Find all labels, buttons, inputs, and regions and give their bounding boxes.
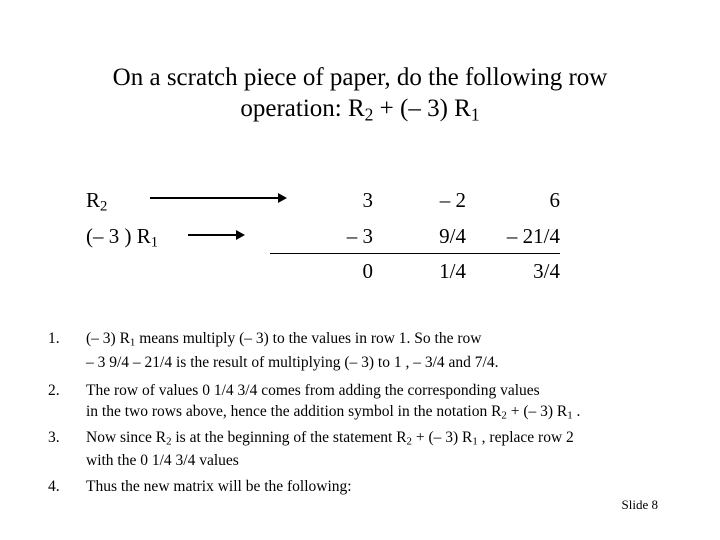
title-text: operation: R [240, 95, 365, 122]
step-line [86, 452, 239, 470]
title-sub: 2 [364, 104, 374, 125]
cell: 0 [362, 259, 373, 283]
step-text: The row of values 0 1/4 3/4 comes from adding the corresponding values [86, 382, 540, 399]
step-number: 1. [48, 330, 60, 347]
step-text: (– 3) R [86, 330, 130, 347]
title-text: + (– 3) R [373, 95, 471, 122]
step-sub: 1 [129, 336, 136, 349]
step-number: 3. [48, 429, 60, 446]
slide-number: Slide 8 [621, 497, 658, 512]
cell: 3 [362, 188, 373, 212]
step-text: + (– 3) R [506, 403, 568, 420]
cell: 9/4 [439, 224, 466, 248]
row-label-sub: 1 [150, 234, 159, 251]
cell: 6 [549, 188, 560, 212]
title-line-1: On a scratch piece of paper, do the following row [112, 64, 608, 91]
cell: 3/4 [533, 259, 560, 283]
row-label-text: (– 3 ) R [86, 224, 151, 248]
step-text: . [572, 403, 581, 420]
step-sub: 2 [166, 435, 172, 448]
step-text: is at the beginning of the statement R [171, 429, 407, 446]
step-sub: 2 [406, 435, 412, 448]
cell: – 21/4 [506, 224, 560, 248]
cell: 1/4 [439, 259, 466, 283]
slide-title [0, 62, 720, 124]
step-sub: 1 [567, 409, 573, 422]
cell: – 2 [439, 188, 466, 212]
row-label-text: R [86, 188, 101, 212]
row-label-r2 [86, 188, 107, 213]
sum-rule [270, 253, 560, 254]
arrow-icon [188, 234, 243, 236]
row-label-neg3r1 [86, 224, 158, 249]
step-text: + (– 3) R [411, 429, 473, 446]
step-sub: 1 [472, 435, 478, 448]
step-number: 4. [48, 478, 60, 495]
step-line [86, 403, 580, 421]
step-sub: 2 [501, 409, 507, 422]
step-text: with the 0 1/4 3/4 values [86, 452, 239, 469]
step-text: , replace row 2 [477, 429, 574, 446]
step-text: – 3 9/4 – 21/4 is the result of multiplying (– 3) to 1 , – 3/4 and 7/4. [86, 354, 499, 371]
step-line [86, 354, 498, 372]
step-line [86, 330, 481, 348]
step-line [86, 429, 574, 447]
step-line [86, 478, 352, 496]
step-text: Thus the new matrix will be the following: [86, 478, 352, 495]
cell: – 3 [346, 224, 373, 248]
row-label-sub: 2 [100, 198, 108, 215]
arrow-icon [150, 197, 285, 199]
step-text: means multiply (– 3) to the values in row 1. So the row [135, 330, 482, 347]
title-line-2 [0, 93, 720, 124]
title-sub: 1 [470, 104, 480, 125]
step-number: 2. [48, 382, 60, 399]
step-text: in the two rows above, hence the addition symbol in the notation R [86, 403, 502, 420]
step-text: Now since R [86, 429, 167, 446]
step-line [86, 382, 540, 400]
